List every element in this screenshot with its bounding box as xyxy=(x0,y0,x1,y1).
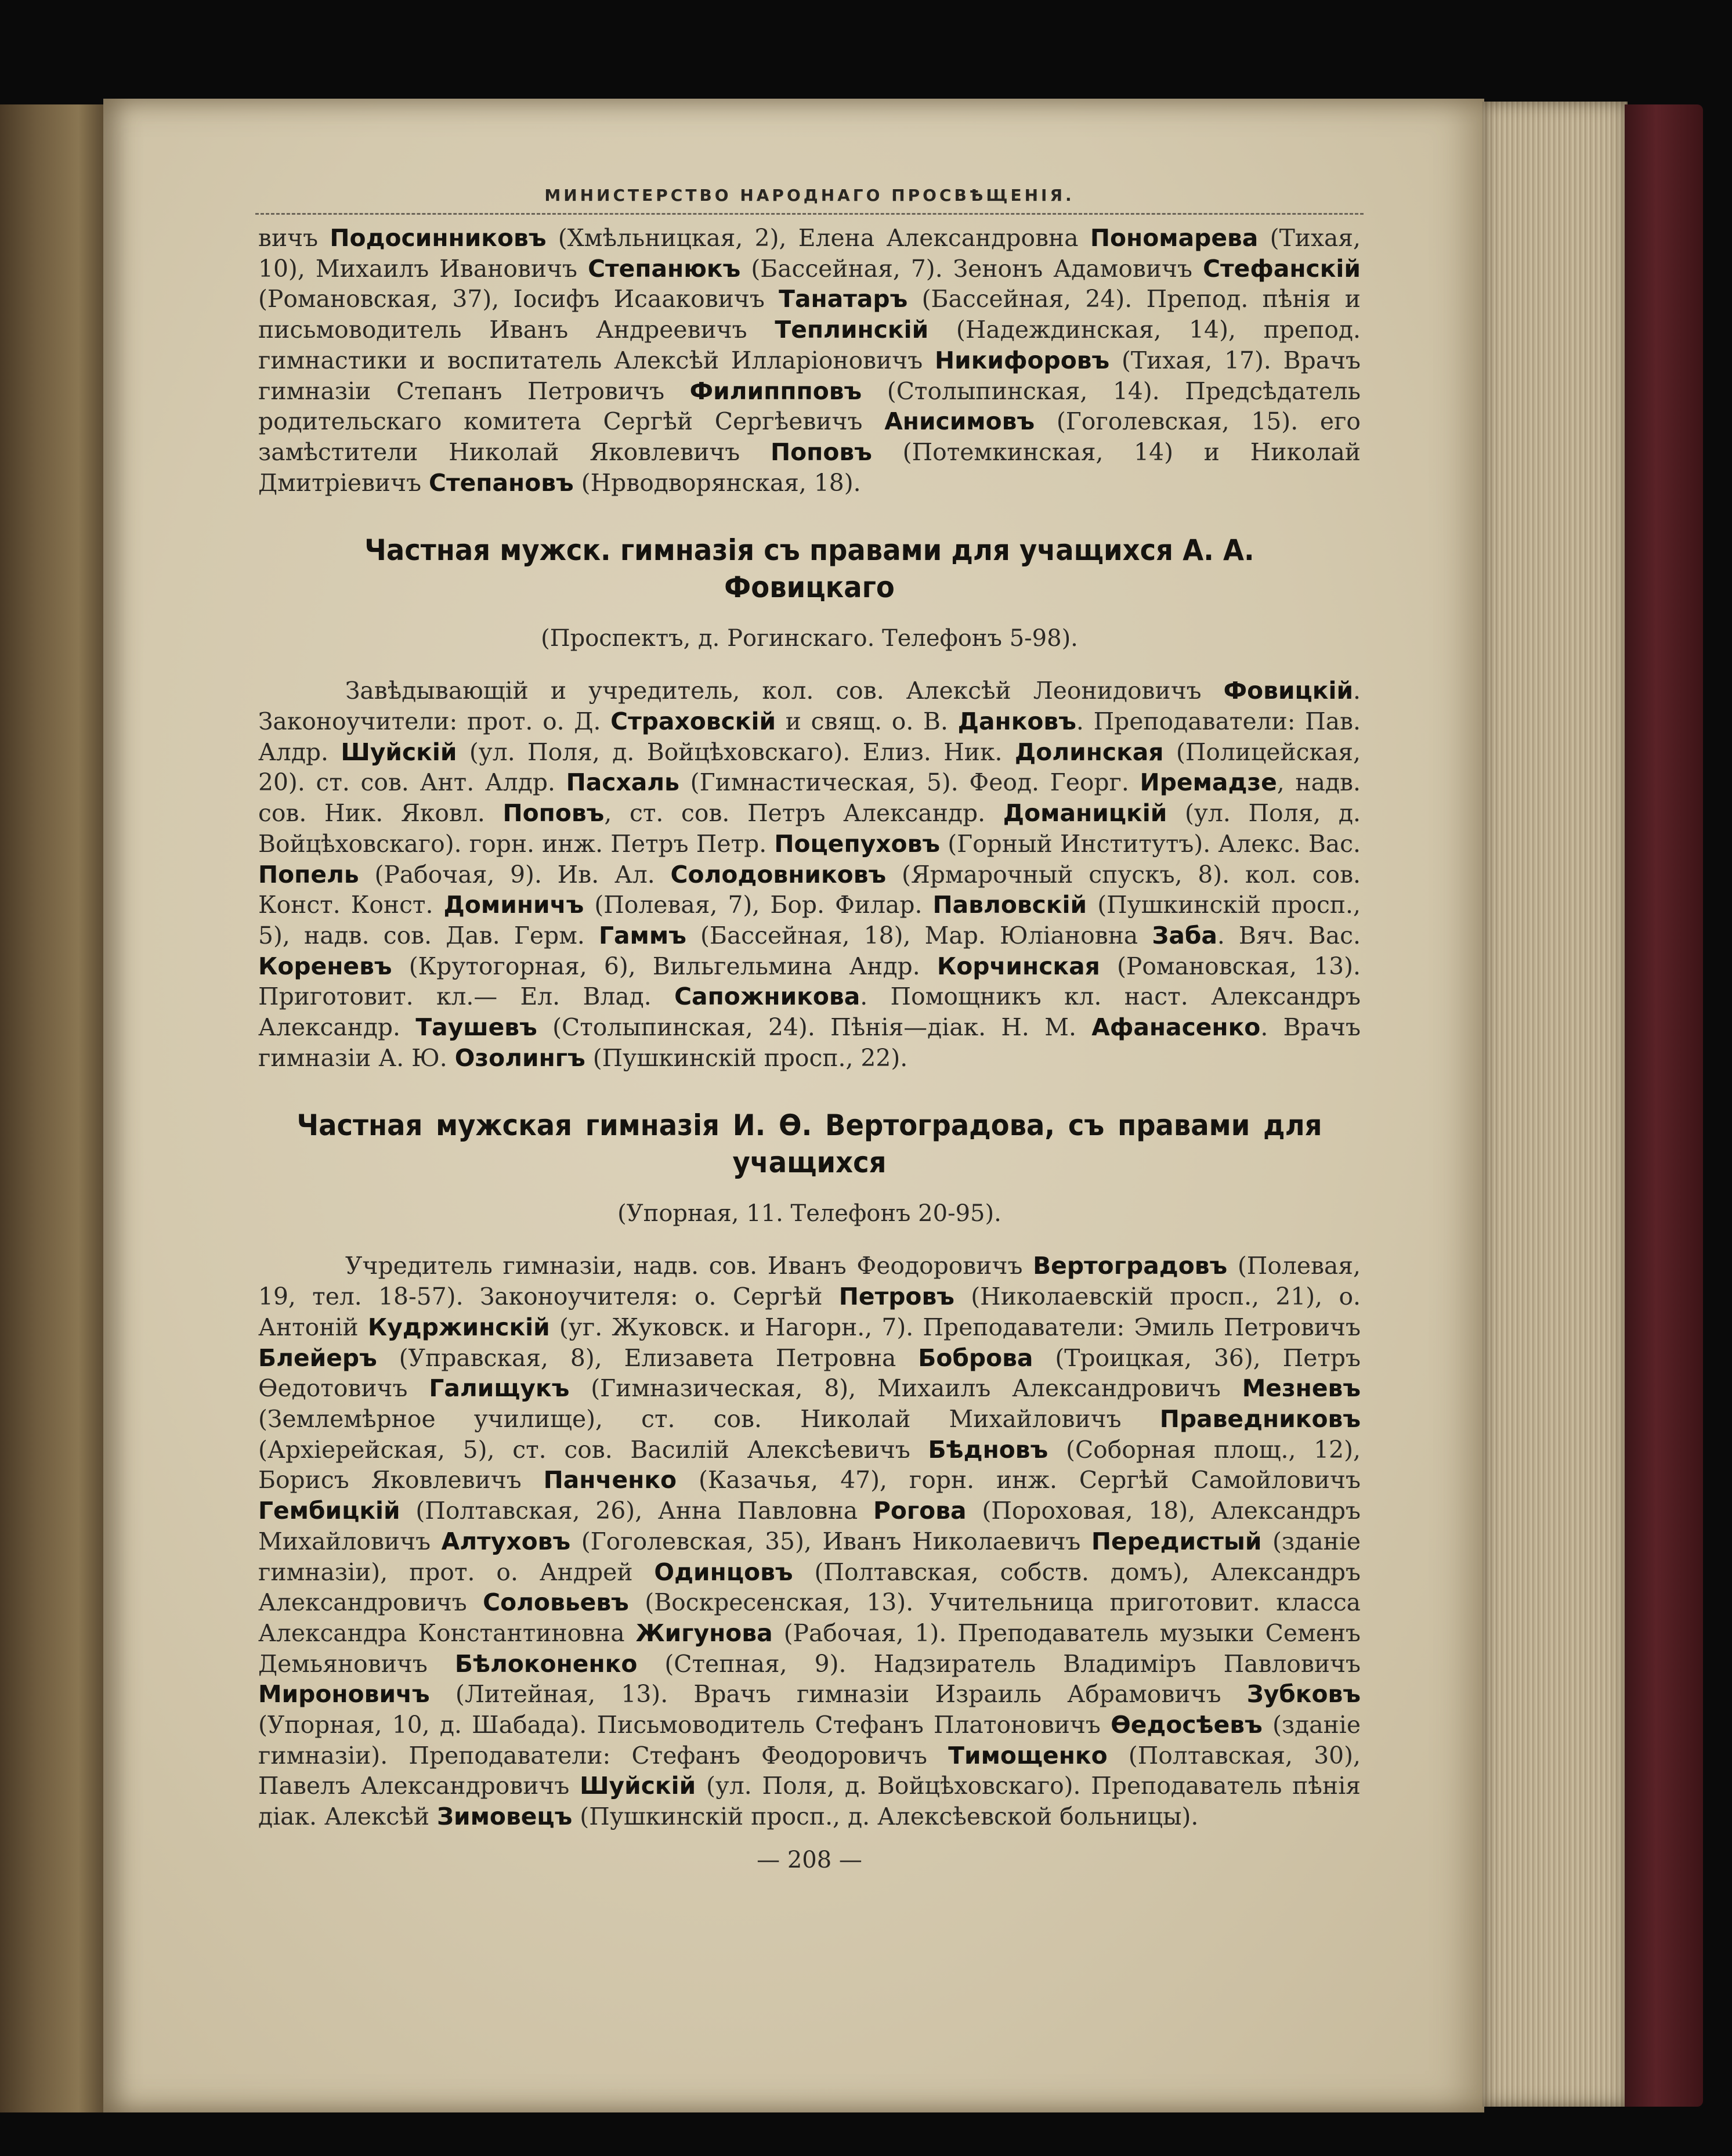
text-run: (Романовская, 13). Приготовит. кл.— Ел. Влад. xyxy=(258,952,1361,1011)
text-run: (Полтавская, собств. домъ), Александръ Александровичъ xyxy=(258,1558,1361,1617)
person-surname: Доминичъ xyxy=(443,891,584,919)
person-surname: Мезневъ xyxy=(1242,1374,1361,1403)
facing-page-edge xyxy=(0,104,104,2112)
text-run: (Надеждинская, 14), препод. гимнастики и воспитатель Алексѣй Илларіоновичъ xyxy=(258,316,1361,374)
person-surname: Поповъ xyxy=(502,799,605,828)
text-run: (Землемѣрное училище), ст. сов. Николай Михайловичъ xyxy=(258,1404,1160,1433)
text-run: (Тихая, 17). Врачъ гимназіи Степанъ Петровичъ xyxy=(258,346,1361,405)
text-run: (Гимназическая, 8), Михаилъ Александровичъ xyxy=(569,1374,1242,1403)
text-run: (Горный Институтъ). Алекс. Вас. xyxy=(940,829,1361,858)
person-surname: Тимощенко xyxy=(948,1741,1108,1769)
text-run: , ст. сов. Петръ Александр. xyxy=(604,799,1003,828)
person-surname: Ѳедосѣевъ xyxy=(1111,1711,1263,1739)
text-run: (Гимнастическая, 5). Феод. Георг. xyxy=(679,768,1140,797)
person-surname: Бѣдновъ xyxy=(928,1435,1048,1464)
person-surname: Одинцовъ xyxy=(654,1558,793,1586)
person-surname: Блейеръ xyxy=(258,1344,377,1372)
person-surname: Поповъ xyxy=(771,438,872,466)
text-run: (зданіе гимназіи). Преподаватели: Стефанъ Феодоровичъ xyxy=(258,1711,1361,1769)
page-number: — 208 — xyxy=(757,1846,862,1873)
person-surname: Стефанскій xyxy=(1203,254,1361,283)
text-run: (Упорная, 10, д. Шабада). Письмоводитель Стефанъ Платоновичъ xyxy=(258,1711,1111,1739)
text-run: (ул. Поля, д. Войцѣховскаго). Елиз. Ник. xyxy=(457,738,1015,766)
text-run: (Гоголевская, 15). его замѣстители Николай Яковлевичъ xyxy=(258,407,1361,466)
text-run: Завѣдывающій и учредитель, кол. сов. Алексѣй Леонидовичъ xyxy=(345,677,1224,705)
text-run: (Тихая, 10), Михаилъ Ивановичъ xyxy=(258,224,1361,283)
paragraph-vertogradov-staff xyxy=(258,1251,1361,1832)
person-surname: Зимовецъ xyxy=(437,1803,573,1831)
text-run: (ул. Поля, д. Войцѣховскаго). Преподаватель пѣнія діак. Алексѣй xyxy=(258,1772,1361,1831)
person-surname: Поцепуховъ xyxy=(774,829,941,858)
text-run: (Крутогорная, 6), Вильгельмина Андр. xyxy=(392,952,937,980)
text-run: , надв. сов. Ник. Яковл. xyxy=(258,768,1361,828)
person-surname: Никифоровъ xyxy=(935,346,1110,374)
text-run: (Рабочая, 9). Ив. Ал. xyxy=(359,860,671,889)
person-surname: Танатаръ xyxy=(779,285,908,313)
person-surname: Шуйскій xyxy=(580,1772,696,1800)
person-surname: Степанюкъ xyxy=(588,254,741,283)
text-run: (Бассейная, 18), Мар. Юліановна xyxy=(686,921,1152,949)
person-surname: Доманицкій xyxy=(1003,799,1167,828)
person-surname: Заба xyxy=(1152,921,1217,949)
section-address-fovitsky: (Проспектъ, д. Рогинскаго. Телефонъ 5-98). xyxy=(541,625,1078,652)
section-title-vertogradov: Частная мужская гимназія И. Ѳ. Вертоградова, съ правами для учащихся xyxy=(296,1108,1322,1180)
person-surname: Петровъ xyxy=(838,1283,954,1311)
text-run: (Столыпинская, 14). Предсѣдатель родительскаго комитета Сергѣй Сергѣевичъ xyxy=(258,377,1361,436)
text-run: (Пушкинскій просп., д. Алексѣевской больницы). xyxy=(572,1803,1199,1831)
section-address-vertogradov: (Упорная, 11. Телефонъ 20-95). xyxy=(617,1200,1001,1227)
person-surname: Озолингъ xyxy=(454,1043,585,1072)
person-surname: Гаммъ xyxy=(599,921,686,949)
person-surname: Анисимовъ xyxy=(884,407,1035,436)
person-surname: Вертоградовъ xyxy=(1033,1252,1228,1280)
page-content xyxy=(258,186,1361,1877)
person-surname: Шуйскій xyxy=(341,738,457,766)
running-head: МИНИСТЕРСТВО НАРОДНАГО ПРОСВѢЩЕНІЯ. xyxy=(255,186,1364,215)
person-surname: Галищукъ xyxy=(429,1374,570,1403)
text-run: (Хмѣльницкая, 2), Елена Александровна xyxy=(546,224,1090,252)
person-surname: Соловьевъ xyxy=(483,1588,629,1617)
person-surname: Кореневъ xyxy=(258,952,392,980)
person-surname: Степановъ xyxy=(429,468,574,497)
section-title-fovitsky: Частная мужск. гимназія съ правами для учащихся А. А. Фовицкаго xyxy=(364,533,1254,605)
person-surname: Гембицкій xyxy=(258,1497,400,1525)
text-run: (Полтавская, 26), Анна Павловна xyxy=(400,1497,873,1525)
person-surname: Долинская xyxy=(1014,738,1164,766)
text-run: (Пороховая, 18), Александръ Михайловичъ xyxy=(258,1497,1361,1555)
person-surname: Пасхаль xyxy=(566,768,679,797)
person-surname: Праведниковъ xyxy=(1159,1404,1361,1433)
text-run: (Нрводворянская, 18). xyxy=(573,468,861,497)
text-run: (Полтавская, 30), Павелъ Александровичъ xyxy=(258,1741,1361,1800)
text-run: (Гоголевская, 35), Иванъ Николаевичъ xyxy=(570,1527,1091,1555)
text-run: Учредитель гимназіи, надв. сов. Иванъ Феодоровичъ xyxy=(345,1252,1033,1280)
person-surname: Подосинниковъ xyxy=(330,224,547,252)
text-run: (Троицкая, 36), Петръ Ѳедотовичъ xyxy=(258,1344,1361,1403)
person-surname: Сапожникова xyxy=(674,983,860,1011)
person-surname: Фовицкій xyxy=(1223,677,1354,705)
person-surname: Таушевъ xyxy=(415,1013,537,1042)
person-surname: Алтуховъ xyxy=(441,1527,571,1555)
text-run: (Степная, 9). Надзиратель Владиміръ Павловичъ xyxy=(637,1649,1361,1678)
text-run: (Столыпинская, 24). Пѣнія—діак. Н. М. xyxy=(537,1013,1092,1042)
text-run: (Романовская, 37), Іосифъ Исааковичъ xyxy=(258,285,779,313)
person-surname: Рогова xyxy=(873,1497,967,1525)
text-run: (Воскресенская, 13). Учительница приготовит. класса Александра Константиновна xyxy=(258,1588,1361,1647)
text-run: (Полицейская, 20). ст. сов. Ант. Алдр. xyxy=(258,738,1361,797)
text-run: (Полевая, 7), Бор. Филар. xyxy=(584,891,933,919)
text-run: (уг. Жуковск. и Нагорн., 7). Преподаватели: Эмиль Петровичъ xyxy=(549,1313,1361,1341)
text-run: и свящ. о. В. xyxy=(776,707,958,736)
text-run: (Потемкинская, 14) и Николай Дмитріевичъ xyxy=(258,438,1361,497)
text-run: (Бассейная, 7). Зенонъ Адамовичъ xyxy=(740,254,1203,283)
text-run: . Помощникъ кл. наст. Александръ Александр. xyxy=(258,983,1361,1042)
text-run: . Врачъ гимназіи А. Ю. xyxy=(258,1013,1361,1072)
text-run: . Вяч. Вас. xyxy=(1217,921,1361,949)
person-surname: Солодовниковъ xyxy=(670,860,887,889)
person-surname: Страховскій xyxy=(610,707,776,736)
person-surname: Данковъ xyxy=(957,707,1076,736)
text-run: . Преподаватели: Пав. Алдр. xyxy=(258,707,1361,766)
paragraph-fovitsky-staff xyxy=(258,676,1361,1073)
person-surname: Кудржинскій xyxy=(367,1313,550,1341)
person-surname: Зубковъ xyxy=(1246,1680,1361,1709)
text-run: (Литейная, 13). Врачъ гимназіи Израиль Абрамовичъ xyxy=(429,1680,1247,1709)
person-surname: Пономарева xyxy=(1090,224,1259,252)
text-run: (Архіерейская, 5), ст. сов. Василій Алексѣевичъ xyxy=(258,1435,928,1464)
person-surname: Жигунова xyxy=(635,1619,773,1647)
text-run: (зданіе гимназіи), прот. о. Андрей xyxy=(258,1527,1361,1586)
text-run: . Законоучители: прот. о. Д. xyxy=(258,677,1361,736)
person-surname: Павловскій xyxy=(932,891,1087,919)
page-stack-edges xyxy=(1482,102,1628,2107)
person-surname: Панченко xyxy=(543,1466,677,1494)
person-surname: Афанасенко xyxy=(1091,1013,1261,1042)
person-surname: Боброва xyxy=(918,1344,1033,1372)
book-cover xyxy=(1625,104,1703,2107)
person-surname: Мироновичъ xyxy=(258,1680,430,1709)
person-surname: Попель xyxy=(258,860,359,889)
person-surname: Филиппповъ xyxy=(689,377,862,405)
text-run: (Рабочая, 1). Преподаватель музыки Семенъ Демьяновичъ xyxy=(258,1619,1361,1678)
text-run: (Управская, 8), Елизавета Петровна xyxy=(377,1344,919,1372)
text-run: (Пушкинскій просп., 5), надв. сов. Дав. Герм. xyxy=(258,891,1361,949)
person-surname: Бѣлоконенко xyxy=(454,1649,638,1678)
person-surname: Передистый xyxy=(1091,1527,1262,1555)
text-run: (Соборная площ., 12), Борисъ Яковлевичъ xyxy=(258,1435,1361,1494)
text-run: (Казачья, 47), горн. инж. Сергѣй Самойловичъ xyxy=(677,1466,1361,1494)
person-surname: Корчинская xyxy=(936,952,1100,980)
paragraph-continued xyxy=(258,223,1361,498)
text-run: (Полевая, 19, тел. 18-57). Законоучителя: о. Сергѣй xyxy=(258,1252,1361,1311)
text-run: (ул. Поля, д. Войцѣховскаго). горн. инж. Петръ Петр. xyxy=(258,799,1361,858)
person-surname: Иремадзе xyxy=(1140,768,1277,797)
text-run: (Бассейная, 24). Препод. пѣнія и письмоводитель Иванъ Андреевичъ xyxy=(258,285,1361,344)
text-run: (Пушкинскій просп., 22). xyxy=(585,1043,908,1072)
text-run: (Николаевскій просп., 21), о. Антоній xyxy=(258,1283,1361,1341)
text-run: вичъ xyxy=(258,224,330,252)
text-run: (Ярмарочный спускъ, 8). кол. сов. Конст. Конст. xyxy=(258,860,1361,919)
person-surname: Теплинскій xyxy=(775,316,929,344)
